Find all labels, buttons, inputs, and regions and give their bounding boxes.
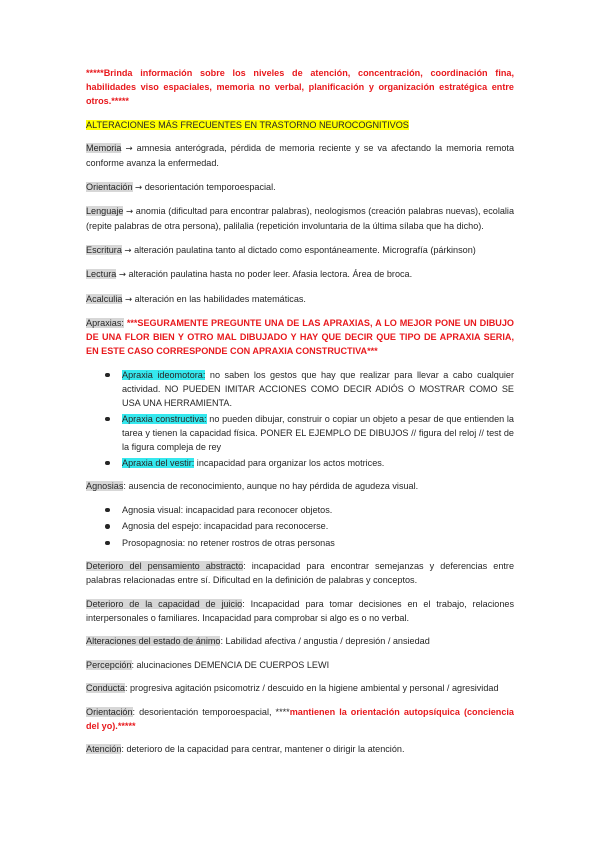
arrow-icon: →	[126, 207, 134, 217]
text-deterioro-abstracto: : incapacidad para encontrar semejanzas y deferencias entre palabras relacionadas entre sí. Dificultad en la definición de palabras y conceptos.	[86, 561, 515, 585]
term-deterioro-abstracto: Deterioro del pensamiento abstracto	[86, 561, 244, 571]
item-deterioro-abstracto	[86, 559, 514, 587]
bullet-icon	[105, 508, 110, 513]
bullet-icon	[105, 373, 110, 378]
text-atencion: : deterioro de la capacidad para centrar, mantener o dirigir la atención.	[121, 744, 405, 754]
apraxia-term: Apraxia del vestir:	[122, 457, 195, 468]
intro-note: *****Brinda información sobre los niveles de atención, concentración, coordinación fina, habilidades viso espaciales, memoria no verbal, planificación y organización estratégica entre otros.*****	[86, 68, 514, 106]
arrow-icon: →	[124, 245, 132, 256]
apraxia-term: Apraxia ideomotora:	[122, 369, 206, 380]
bullet-icon	[105, 417, 110, 422]
item-apraxias	[86, 316, 514, 358]
term-deterioro-juicio: Deterioro de la capacidad de juicio	[86, 598, 243, 609]
bullet-icon	[105, 541, 110, 546]
term-animo: Alteraciones del estado de ánimo	[86, 636, 221, 646]
apraxias-list	[86, 368, 514, 470]
text-orientacion: desorientación temporoespacial.	[144, 181, 276, 192]
term-orientacion-2: Orientación	[86, 706, 133, 717]
apraxia-text: incapacidad para organizar los actos motrices.	[194, 457, 385, 468]
text-memoria: amnesia anterógrada, pérdida de memoria reciente y se va afectando la memoria remota conforme avanza la enfermedad.	[86, 143, 515, 168]
term-apraxias: Apraxias:	[86, 318, 124, 328]
document-page	[86, 66, 514, 766]
text-agnosias: : ausencia de reconocimiento, aunque no hay pérdida de agudeza visual.	[123, 481, 419, 491]
text-lenguaje: anomia (dificultad para encontrar palabras), neologismos (creación palabras nuevas), ecolalia (repite palabras de otra persona), palilalia (repetición involuntaria de la última sílaba que ha dicho).	[86, 206, 515, 231]
apraxia-text: no saben los gestos que hay que realizar para llevar a cabo cualquier actividad. NO PUEDEN IMITAR ACCIONES COMO DECIR ADIÓS O MOSTRAR COMO SE USA UNA HERRAMIENTA.	[122, 369, 514, 408]
arrow-icon: →	[125, 144, 133, 154]
text-orientacion-2: : desorientación temporoespacial,	[132, 706, 276, 717]
arrow-icon: →	[124, 294, 133, 305]
arrow-icon: →	[118, 270, 126, 280]
apraxia-term: Apraxia constructiva:	[122, 413, 207, 424]
term-acalculia: Acalculia	[86, 293, 123, 304]
list-item	[86, 503, 514, 517]
item-orientacion	[86, 180, 514, 195]
item-conducta	[86, 681, 514, 695]
list-item	[86, 536, 514, 550]
text-acalculia: alteración en las habilidades matemáticas.	[134, 293, 306, 304]
arrow-icon: →	[135, 182, 143, 193]
agnosia-text: Agnosia del espejo: incapacidad para reconocerse.	[122, 521, 329, 531]
red-orientacion-2: mantienen la orientación autopsíquica (conciencia del yo).*****	[86, 706, 514, 731]
section-heading	[86, 118, 514, 132]
item-memoria	[86, 141, 514, 170]
term-conducta: Conducta	[86, 683, 125, 693]
text-escritura: alteración paulatina tanto al dictado como espontáneamente. Micrografía (párkinson)	[134, 244, 476, 255]
agnosia-text: Agnosia visual: incapacidad para reconocer objetos.	[122, 504, 333, 515]
text-deterioro-juicio: : Incapacidad para tomar decisiones en el trabajo, relaciones interpersonales o familiares. Incapacidad para comprobar si algo es o no verbal.	[86, 598, 515, 623]
term-escritura: Escritura	[86, 244, 122, 255]
text-conducta: : progresiva agitación psicomotriz / descuido en la higiene ambiental y personal / agresividad	[124, 683, 499, 693]
stars-orientacion-2: ****	[275, 706, 290, 717]
term-lenguaje: Lenguaje	[86, 206, 124, 216]
text-animo: : Labilidad afectiva / angustia / depresión / ansiedad	[220, 636, 430, 646]
list-item	[86, 368, 514, 410]
item-orientacion-2	[86, 705, 514, 733]
text-percepcion: : alucinaciones DEMENCIA DE CUERPOS LEWI	[131, 659, 330, 670]
agnosias-list	[86, 503, 514, 550]
text-lectura: alteración paulatina hasta no poder leer. Afasia lectora. Área de broca.	[128, 269, 413, 279]
apraxias-note: ***SEGURAMENTE PREGUNTE UNA DE LAS APRAXIAS, A LO MEJOR PONE UN DIBUJO DE UNA FLOR BIEN Y OTRO MAL DIBUJADO Y HAY QUE DECIR QUE TIPO DE APRAXIA SERIA, EN ESTE CASO CORRESPONDE CON APRAXIA CONSTRUCTIVA***	[86, 318, 514, 356]
item-lenguaje	[86, 204, 514, 233]
term-memoria: Memoria	[86, 143, 122, 153]
item-deterioro-juicio	[86, 597, 514, 625]
term-atencion: Atención	[86, 744, 122, 754]
list-item	[86, 519, 514, 533]
heading-text: ALTERACIONES MÁS FRECUENTES EN TRASTORNO NEUROCOGNITIVOS	[86, 119, 409, 130]
agnosia-text: Prosopagnosia: no retener rostros de otras personas	[122, 537, 335, 548]
item-atencion	[86, 742, 514, 756]
item-acalculia	[86, 292, 514, 307]
item-agnosias	[86, 479, 514, 493]
term-orientacion: Orientación	[86, 181, 133, 192]
term-agnosias: Agnosias	[86, 481, 124, 491]
item-lectura	[86, 267, 514, 282]
item-percepcion	[86, 658, 514, 672]
item-animo	[86, 634, 514, 648]
bullet-icon	[105, 461, 110, 466]
bullet-icon	[105, 524, 110, 529]
term-lectura: Lectura	[86, 269, 117, 279]
item-escritura	[86, 243, 514, 258]
apraxia-text: no pueden dibujar, construir o copiar un objeto a pesar de que entienden la tarea y tienen la capacidad física. PONER EL EJEMPLO DE DIBUJOS // figura del reloj // test de la figura compleja de rey	[122, 413, 514, 452]
list-item	[86, 412, 514, 454]
term-percepcion: Percepción	[86, 659, 132, 670]
list-item	[86, 456, 514, 470]
